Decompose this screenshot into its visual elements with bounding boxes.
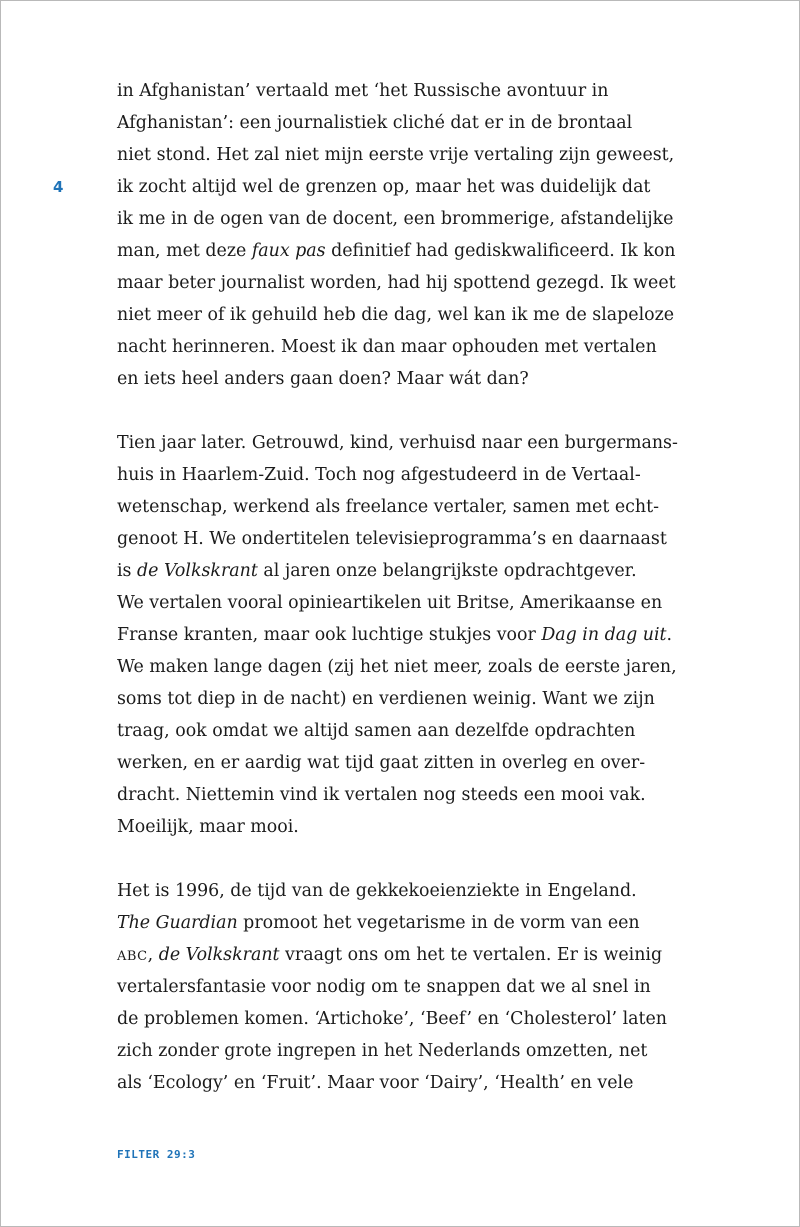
italic-text: de Volkskrant xyxy=(137,561,258,581)
text-run: niet meer of ik gehuild heb die dag, wel kan ik me de slapeloze xyxy=(117,305,675,325)
text-run: traag, ook omdat we altijd samen aan dezelfde opdrachten xyxy=(117,721,636,741)
text-line xyxy=(117,971,697,1003)
italic-text: de Volkskrant xyxy=(158,945,280,965)
text-line xyxy=(117,587,697,619)
text-run: zich zonder grote ingrepen in het Nederlands omzetten, net xyxy=(117,1041,648,1061)
text-line xyxy=(117,523,697,555)
text-run: promoot het vegetarisme in de vorm van een xyxy=(237,913,640,933)
italic-text: The Guardian xyxy=(117,913,238,933)
text-run: vraagt ons om het te vertalen. Er is weinig xyxy=(279,945,663,965)
text-run: in Afghanistan’ vertaald met ‘het Russische avontuur in xyxy=(117,81,609,101)
text-line xyxy=(117,203,697,235)
text-line xyxy=(117,747,697,779)
small-caps-text: ABC xyxy=(117,949,148,964)
text-line xyxy=(117,715,697,747)
italic-text: Dag in dag uit xyxy=(541,625,667,645)
text-run: , xyxy=(147,945,159,965)
text-line xyxy=(117,459,697,491)
text-run: als ‘Ecology’ en ‘Fruit’. Maar voor ‘Dairy’, ‘Health’ en vele xyxy=(117,1073,634,1093)
text-run: Moeilijk, maar mooi. xyxy=(117,817,299,837)
text-line xyxy=(117,491,697,523)
text-run: al jaren onze belangrijkste opdrachtgever. xyxy=(257,561,637,581)
text-run: de problemen komen. ‘Artichoke’, ‘Beef’ en ‘Cholesterol’ laten xyxy=(117,1009,668,1029)
text-line xyxy=(117,1003,697,1035)
italic-text: faux pas xyxy=(251,241,326,261)
paragraph xyxy=(117,75,697,395)
page-number: 4 xyxy=(53,178,64,196)
text-run: niet stond. Het zal niet mijn eerste vrije vertaling zijn geweest, xyxy=(117,145,675,165)
text-run: ik zocht altijd wel de grenzen op, maar het was duidelijk dat xyxy=(117,177,651,197)
text-line xyxy=(117,939,697,971)
text-line xyxy=(117,235,697,267)
text-run: genoot H. We ondertitelen televisieprogramma’s en daarnaast xyxy=(117,529,667,549)
text-line xyxy=(117,331,697,363)
text-run: man, met deze xyxy=(117,241,252,261)
text-run: maar beter journalist worden, had hij spottend gezegd. Ik weet xyxy=(117,273,676,293)
text-run: We maken lange dagen (zij het niet meer, zoals de eerste jaren, xyxy=(117,657,677,677)
text-line xyxy=(117,811,697,843)
text-run: We vertalen vooral opinieartikelen uit Britse, Amerikaanse en xyxy=(117,593,663,613)
paragraph-break xyxy=(117,843,697,875)
text-line xyxy=(117,427,697,459)
text-line xyxy=(117,875,697,907)
text-line xyxy=(117,1035,697,1067)
text-run: is xyxy=(117,561,138,581)
journal-footer: FILTER 29:3 xyxy=(117,1148,196,1161)
text-line xyxy=(117,139,697,171)
text-line xyxy=(117,1067,697,1099)
text-run: soms tot diep in de nacht) en verdienen weinig. Want we zijn xyxy=(117,689,655,709)
text-run: . xyxy=(666,625,673,645)
text-line xyxy=(117,171,697,203)
text-run: werken, en er aardig wat tijd gaat zitten in overleg en over- xyxy=(117,753,646,773)
text-run: huis in Haarlem-Zuid. Toch nog afgestudeerd in de Vertaal- xyxy=(117,465,641,485)
body-text xyxy=(117,75,697,1099)
text-run: dracht. Niettemin vind ik vertalen nog steeds een mooi vak. xyxy=(117,785,646,805)
text-line xyxy=(117,107,697,139)
text-run: ik me in de ogen van de docent, een brommerige, afstandelijke xyxy=(117,209,674,229)
text-line xyxy=(117,299,697,331)
paragraph xyxy=(117,875,697,1099)
text-line xyxy=(117,907,697,939)
text-line xyxy=(117,75,697,107)
text-run: Franse kranten, maar ook luchtige stukjes voor xyxy=(117,625,542,645)
text-run: wetenschap, werkend als freelance vertaler, samen met echt- xyxy=(117,497,659,517)
paragraph-break xyxy=(117,395,697,427)
text-line xyxy=(117,779,697,811)
text-run: Tien jaar later. Getrouwd, kind, verhuisd naar een burgermans- xyxy=(117,433,678,453)
text-run: Afghanistan’: een journalistiek cliché dat er in de brontaal xyxy=(117,113,633,133)
text-run: definitief had gediskwalificeerd. Ik kon xyxy=(325,241,676,261)
text-run: nacht herinneren. Moest ik dan maar ophouden met vertalen xyxy=(117,337,657,357)
text-line xyxy=(117,267,697,299)
text-line xyxy=(117,619,697,651)
text-run: Het is 1996, de tijd van de gekkekoeienziekte in Engeland. xyxy=(117,881,637,901)
text-run: en iets heel anders gaan doen? Maar wát dan? xyxy=(117,369,529,389)
text-run: vertalersfantasie voor nodig om te snappen dat we al snel in xyxy=(117,977,651,997)
text-line xyxy=(117,683,697,715)
paragraph xyxy=(117,427,697,843)
text-line xyxy=(117,555,697,587)
text-line xyxy=(117,363,697,395)
text-line xyxy=(117,651,697,683)
